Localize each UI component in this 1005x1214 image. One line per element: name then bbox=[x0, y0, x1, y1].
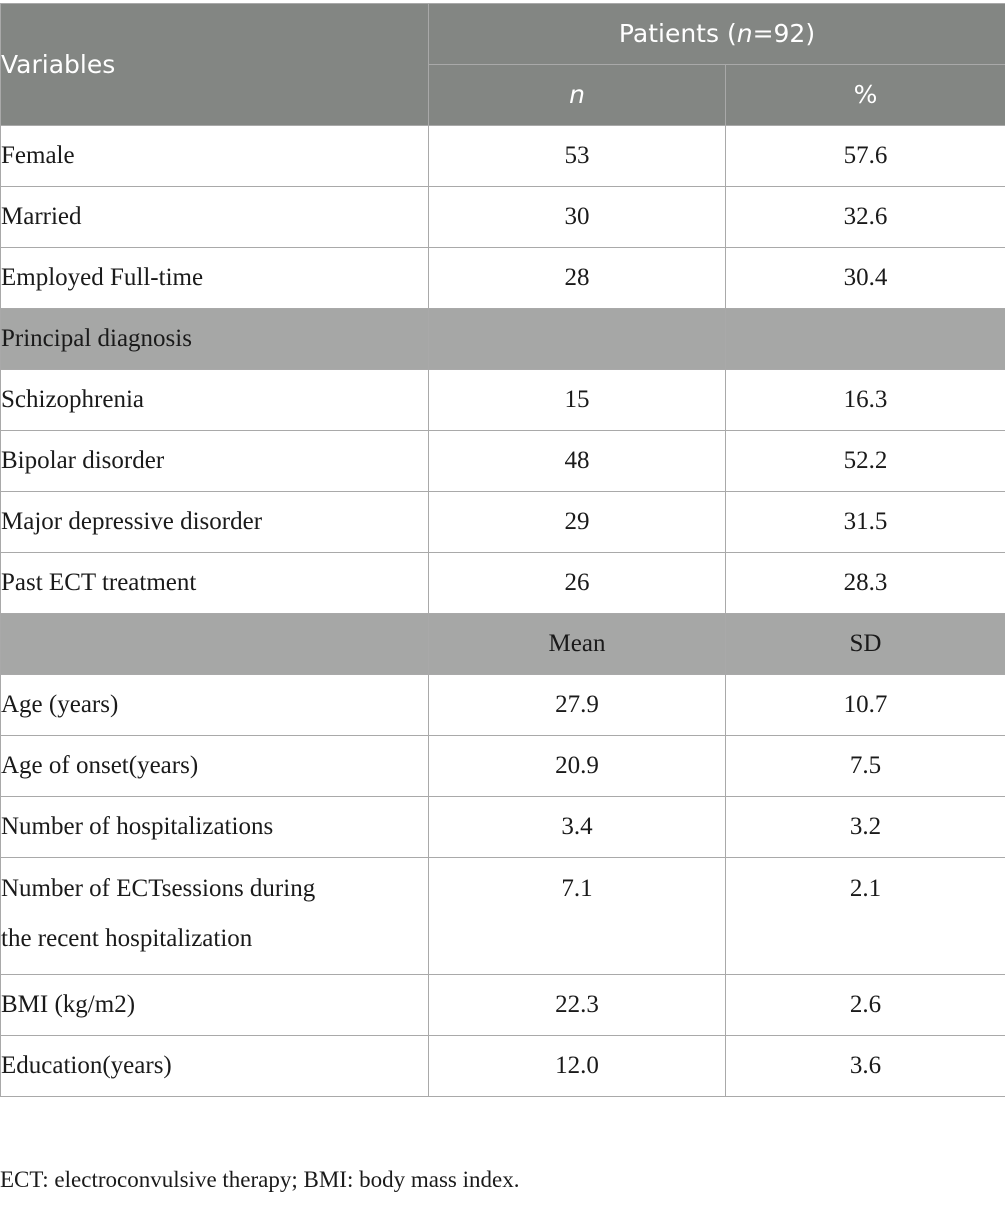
row-label: Education(years) bbox=[1, 1036, 429, 1097]
row-percent: 28.3 bbox=[726, 553, 1005, 614]
table-row bbox=[1, 797, 1005, 858]
row-label: Female bbox=[1, 126, 429, 187]
section-row-stats bbox=[1, 614, 1005, 675]
row-label: BMI (kg/m2) bbox=[1, 975, 429, 1036]
row-label: Age of onset(years) bbox=[1, 736, 429, 797]
n-column-header: n bbox=[429, 65, 726, 126]
patients-header bbox=[429, 4, 1005, 65]
patient-characteristics-table bbox=[0, 3, 1005, 1097]
row-label: Married bbox=[1, 187, 429, 248]
row-mean: 7.1 bbox=[429, 858, 726, 975]
sd-column-header: SD bbox=[726, 614, 1005, 675]
patients-header-suffix: =92) bbox=[752, 19, 816, 48]
row-label: Employed Full-time bbox=[1, 248, 429, 309]
row-percent: 16.3 bbox=[726, 370, 1005, 431]
row-mean: 27.9 bbox=[429, 675, 726, 736]
row-mean: 12.0 bbox=[429, 1036, 726, 1097]
section-row-diagnosis bbox=[1, 309, 1005, 370]
row-label: Major depressive disorder bbox=[1, 492, 429, 553]
table-row bbox=[1, 187, 1005, 248]
row-percent: 57.6 bbox=[726, 126, 1005, 187]
table-row bbox=[1, 126, 1005, 187]
row-percent: 32.6 bbox=[726, 187, 1005, 248]
table-row bbox=[1, 1036, 1005, 1097]
row-label-line-1: Number of ECTsessions during bbox=[1, 875, 316, 902]
row-label: Bipolar disorder bbox=[1, 431, 429, 492]
row-mean: 20.9 bbox=[429, 736, 726, 797]
row-n: 29 bbox=[429, 492, 726, 553]
row-label-line-2: the recent hospitalization bbox=[1, 925, 253, 952]
row-sd: 2.6 bbox=[726, 975, 1005, 1036]
patients-header-prefix: Patients ( bbox=[618, 19, 737, 48]
row-n: 30 bbox=[429, 187, 726, 248]
section-empty-cell bbox=[1, 614, 429, 675]
table-row bbox=[1, 370, 1005, 431]
row-sd: 10.7 bbox=[726, 675, 1005, 736]
table-row bbox=[1, 975, 1005, 1036]
table-footnote: ECT: electroconvulsive therapy; BMI: body mass index. bbox=[0, 1167, 520, 1192]
header-row-1 bbox=[1, 4, 1005, 65]
row-n: 26 bbox=[429, 553, 726, 614]
row-label: Age (years) bbox=[1, 675, 429, 736]
row-sd: 2.1 bbox=[726, 858, 1005, 975]
table-row bbox=[1, 492, 1005, 553]
table-row bbox=[1, 736, 1005, 797]
row-n: 53 bbox=[429, 126, 726, 187]
row-label: Number of hospitalizations bbox=[1, 797, 429, 858]
row-sd: 3.6 bbox=[726, 1036, 1005, 1097]
table-row bbox=[1, 553, 1005, 614]
section-empty-cell bbox=[726, 309, 1005, 370]
percent-column-header: % bbox=[726, 65, 1005, 126]
row-sd: 7.5 bbox=[726, 736, 1005, 797]
row-label: Past ECT treatment bbox=[1, 553, 429, 614]
mean-column-header: Mean bbox=[429, 614, 726, 675]
row-n: 48 bbox=[429, 431, 726, 492]
row-mean: 22.3 bbox=[429, 975, 726, 1036]
patients-header-n: n bbox=[736, 19, 753, 48]
section-label: Principal diagnosis bbox=[1, 309, 429, 370]
row-sd: 3.2 bbox=[726, 797, 1005, 858]
table-row bbox=[1, 675, 1005, 736]
row-percent: 31.5 bbox=[726, 492, 1005, 553]
row-percent: 52.2 bbox=[726, 431, 1005, 492]
row-n: 15 bbox=[429, 370, 726, 431]
variables-header: Variables bbox=[1, 4, 429, 126]
row-label: Schizophrenia bbox=[1, 370, 429, 431]
table-row bbox=[1, 431, 1005, 492]
table-row bbox=[1, 858, 1005, 975]
row-mean: 3.4 bbox=[429, 797, 726, 858]
row-label bbox=[1, 858, 429, 975]
section-empty-cell bbox=[429, 309, 726, 370]
row-n: 28 bbox=[429, 248, 726, 309]
row-percent: 30.4 bbox=[726, 248, 1005, 309]
table-row bbox=[1, 248, 1005, 309]
